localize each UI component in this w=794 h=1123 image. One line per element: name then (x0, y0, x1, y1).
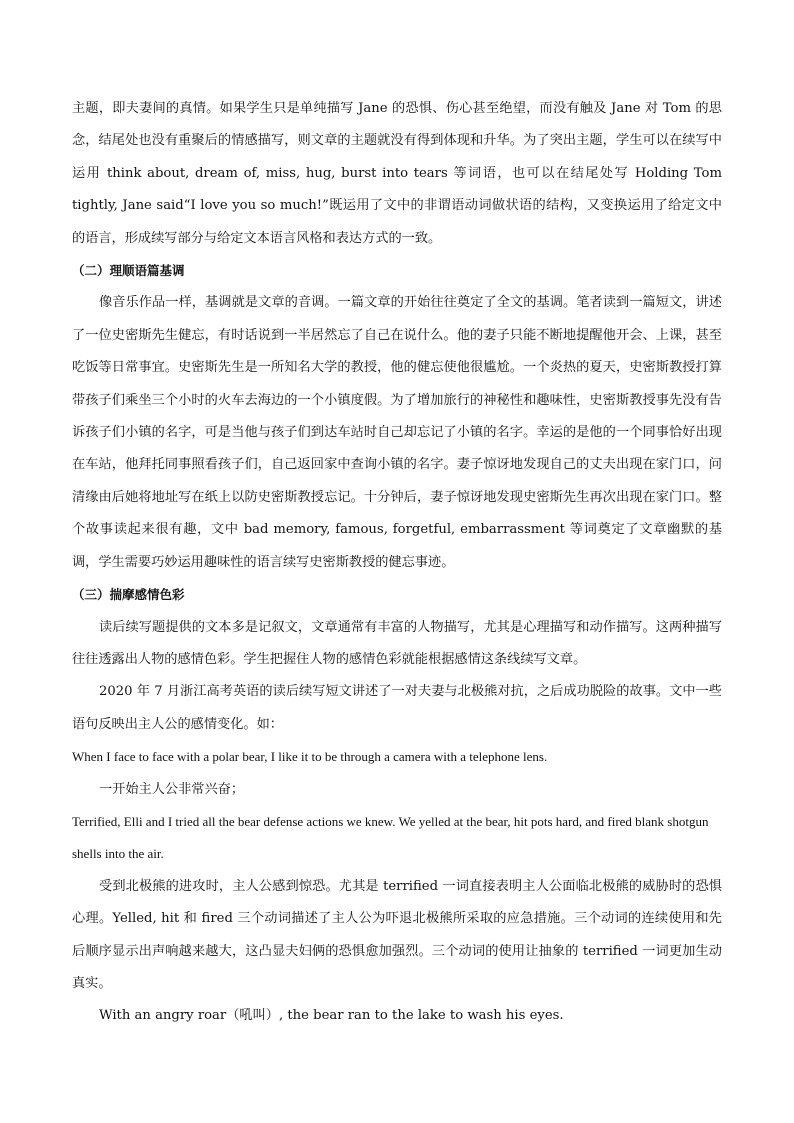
section-heading-tone: （二）理顺语篇基调 (72, 263, 185, 279)
section-heading-emotion: （三）揣摩感情色彩 (72, 587, 185, 603)
paragraph-terrified-analysis: 受到北极熊的进攻时，主人公感到惊恐。尤其是 terrified 一词直接表明主人公面临北极熊的威胁时的恐惧心理。Yelled, hit 和 fired 三个动词描述了主人公为吓退北极熊所采取的应急措施。三个动词的连续使用和先后顺序显示出声响越来越大，这凸显夫妇俩的恐惧愈加强烈。三个动词的使用让抽象的 terrified 一词更加生动真实。 (72, 878, 722, 991)
paragraph-theme: 主题，即夫妻间的真情。如果学生只是单纯描写 Jane 的恐惧、伤心甚至绝望，而没有触及 Jane 对 Tom 的思念，结尾处也没有重聚后的情感描写，则文章的主题就没有得到体现和升华。为了突出主题，学生可以在续写中运用 think about, dream of, miss, hug, burst into tears 等词语，也可以在结尾处写 Holding Tom tightly, Jane said“I love you so much!”既运用了文中的非谓语动词做状语的结构，又变换运用了给定文中的语言，形成续写部分与给定文本语言风格和表达方式的一致。 (72, 101, 722, 246)
paragraph-excited: 一开始主人公非常兴奋； (99, 781, 245, 797)
paragraph-zhejiang-exam: 2020 年 7 月浙江高考英语的读后续写短文讲述了一对夫妻与北极熊对抗，之后成功脱险的故事。文中一些语句反映出主人公的感情变化。如： (72, 684, 722, 732)
paragraph-tone: 像音乐作品一样，基调就是文章的音调。一篇文章的开始往往奠定了全文的基调。笔者读到一篇短文，讲述了一位史密斯先生健忘，有时话说到一半居然忘了自己在说什么。他的妻子只能不断地提醒他开会、上课，甚至吃饭等日常事宜。史密斯先生是一所知名大学的教授，他的健忘使他很尴尬。一个炎热的夏天，史密斯教授打算带孩子们乘坐三个小时的火车去海边的一个小镇度假。为了增加旅行的神秘性和趣味性，史密斯教授事先没有告诉孩子们小镇的名字，可是当他与孩子们到达车站时自己却忘记了小镇的名字。幸运的是他的一个同事恰好出现在车站，他拜托同事照看孩子们，自己返回家中查询小镇的名字。妻子惊讶地发现自己的丈夫出现在家门口，问清缘由后她将地址写在纸上以防史密斯教授忘记。十分钟后，妻子惊讶地发现史密斯先生再次出现在家门口。整个故事读起来很有趣，文中 bad memory, famous, forgetful, embarrassment 等词奠定了文章幽默的基调，学生需要巧妙运用趣味性的语言续写史密斯教授的健忘事迹。 (72, 295, 722, 570)
paragraph-emotion-intro: 读后续写题提供的文本多是记叙文，文章通常有丰富的人物描写，尤其是心理描写和动作描写。这两种描写往往透露出人物的感情色彩。学生把握住人物的感情色彩就能根据感情这条线续写文章。 (72, 619, 722, 667)
quote-terrified: Terrified, Elli and I tried all the bear defense actions we knew. We yelled at the bear, hit pots hard, and fired blank shotgun shells into the air. (72, 813, 709, 862)
quote-angry-roar: With an angry roar（吼叫）, the bear ran to the lake to wash his eyes. (99, 1008, 564, 1024)
quote-polar-bear: When I face to face with a polar bear, I like it to be through a camera with a telephone lens. (72, 749, 548, 765)
document-page (72, 93, 722, 1033)
